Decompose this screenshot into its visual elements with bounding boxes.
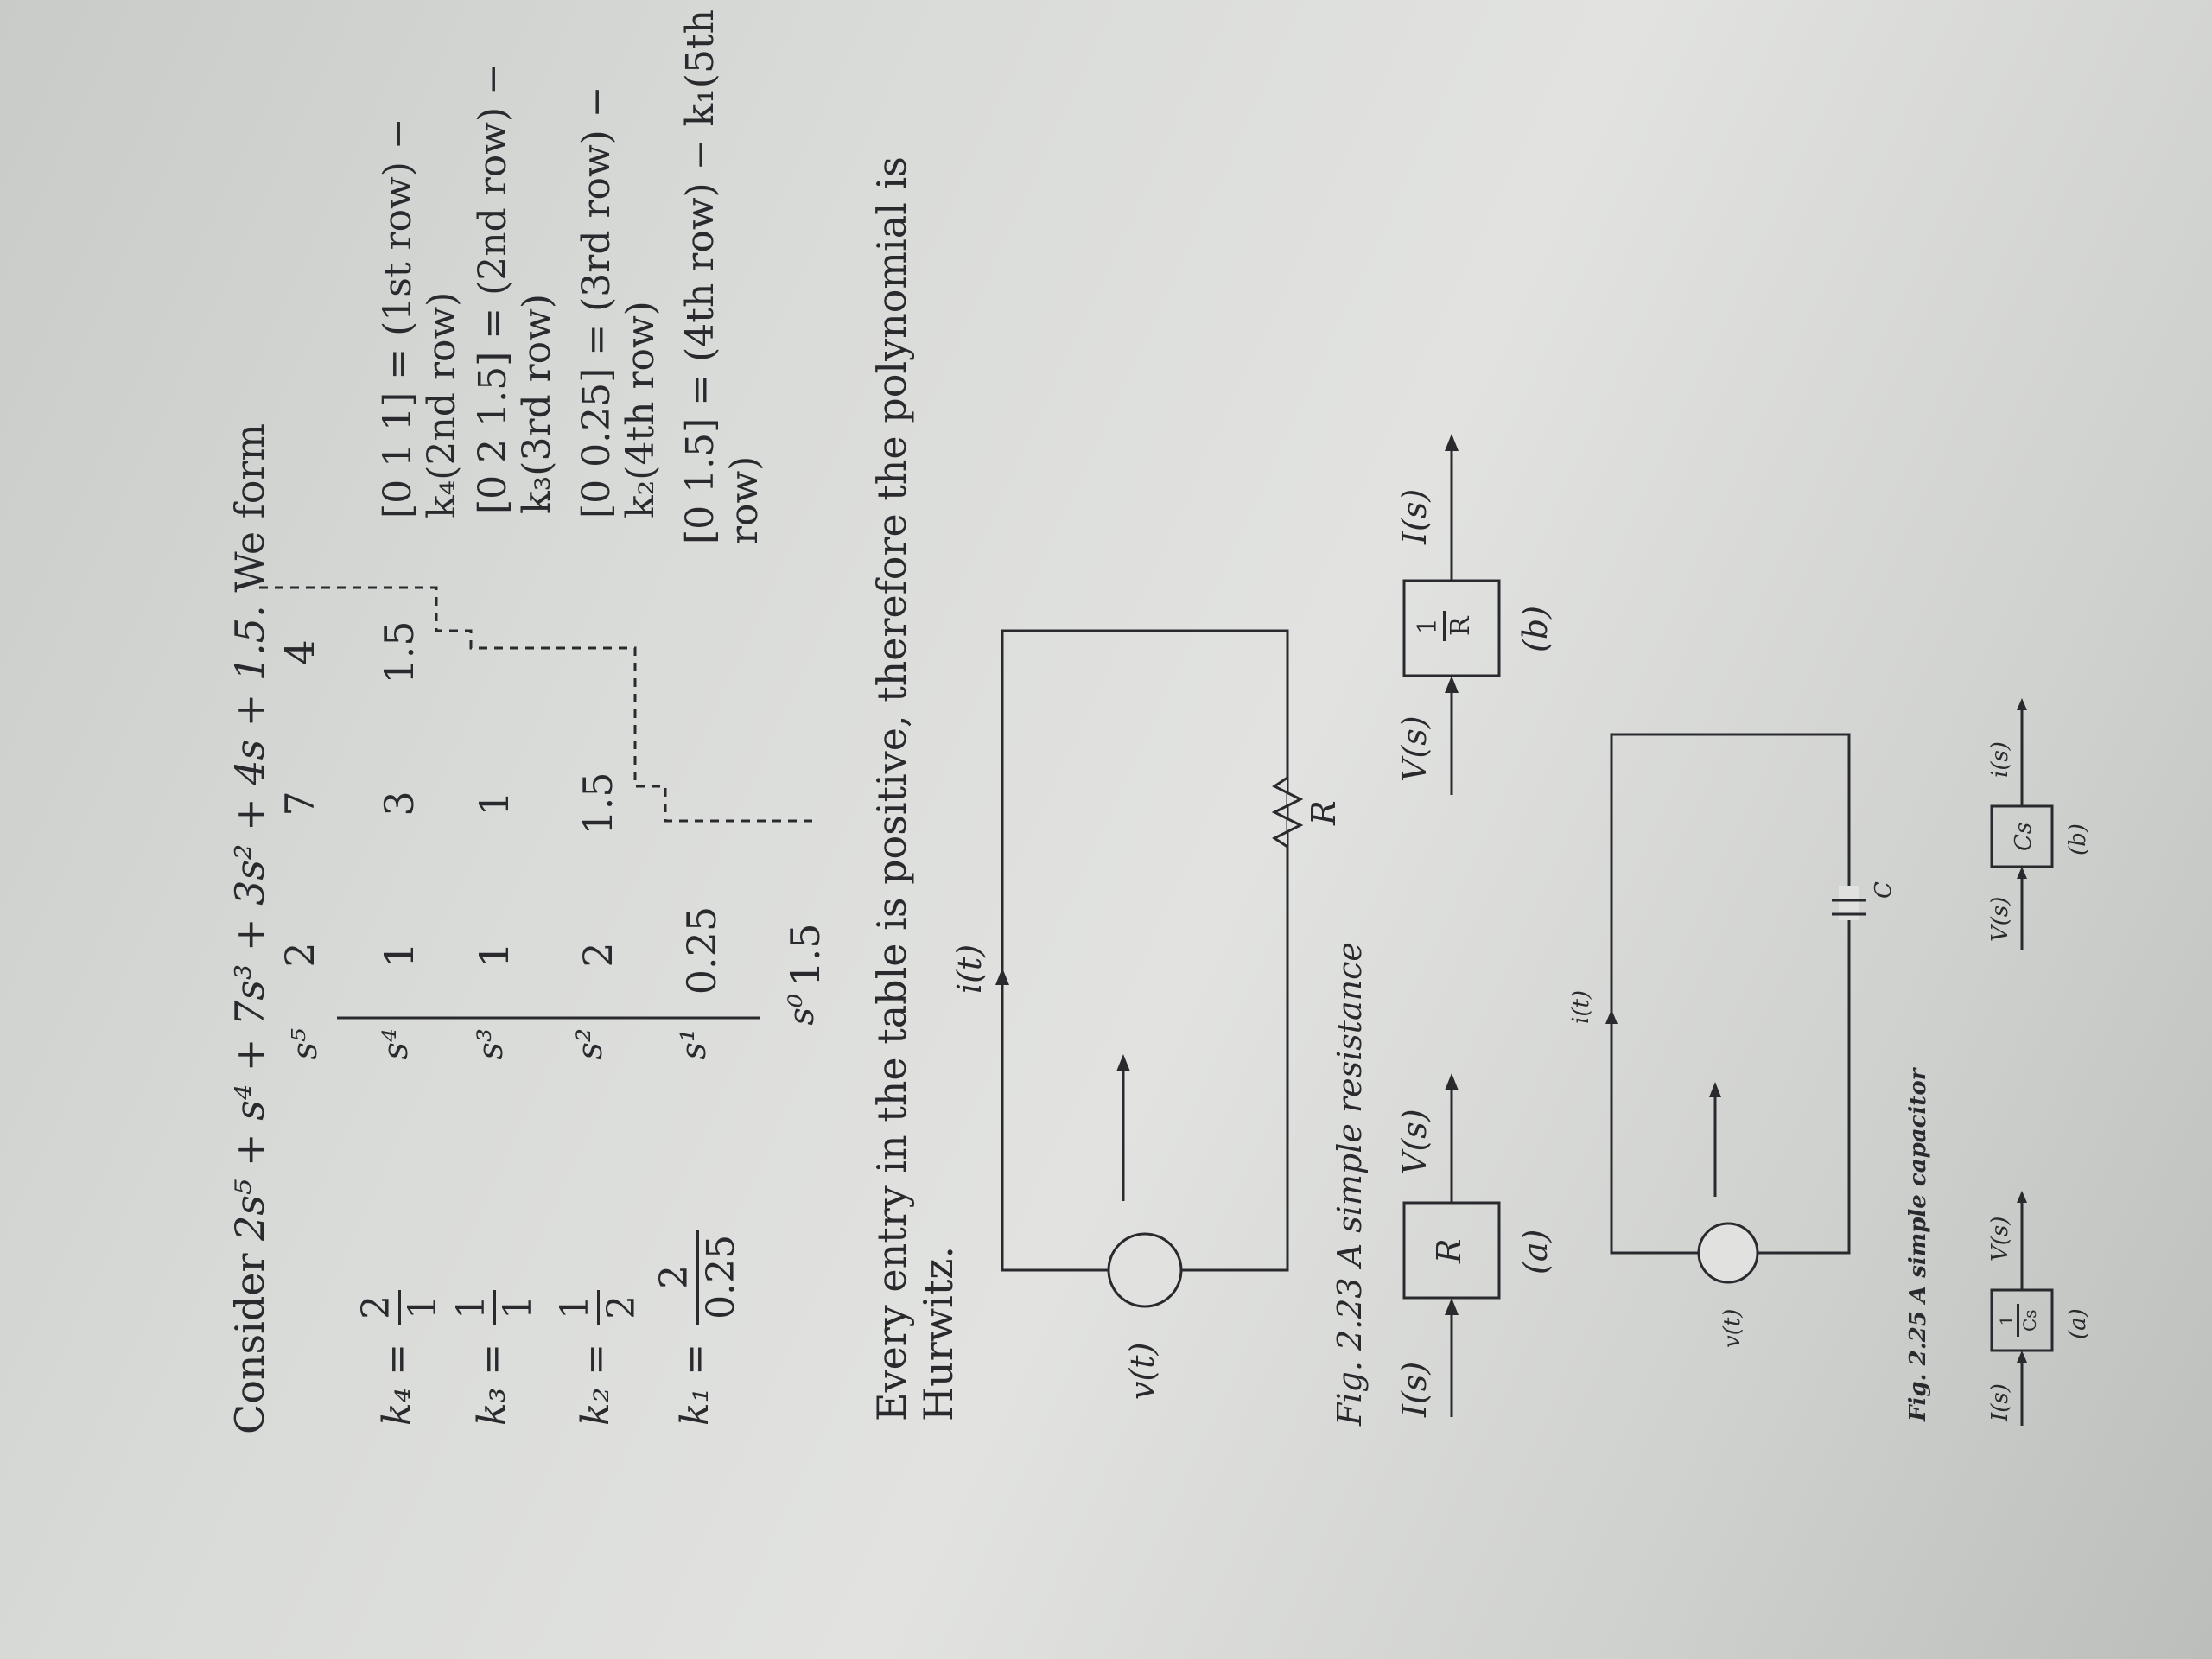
fig225-block2-output: i(s) — [1987, 741, 2013, 778]
k4-formula: [0 1 1] = (1st row) − k₄(2nd row) — [376, 118, 464, 518]
k1-formula: [0 1.5] = (4th row) − k₁(5th row) — [678, 10, 766, 544]
fig225-sub-a: (a) — [2065, 1308, 2091, 1339]
polynomial: 2s⁵ + s⁴ + 7s³ + 3s² + 4s + 1.5. — [226, 605, 273, 1241]
k3-formula: [0 2 1.5] = (2nd row) − k₃(3rd row) — [471, 63, 559, 514]
row-label-s2: s² — [570, 1028, 610, 1060]
intro-line: Consider 2s⁵ + s⁴ + 7s³ + 3s² + 4s + 1.5. We form — [226, 423, 273, 1434]
table-cell: 3 — [376, 791, 423, 817]
table-cell: 0.25 — [678, 906, 725, 995]
fig225-block2-gain: Cs — [2011, 822, 2037, 851]
fig223-resistor-label: R — [1305, 800, 1343, 825]
fig223-block-gain: R — [1430, 1238, 1468, 1263]
fig223-current-label: i(t) — [950, 944, 988, 994]
fig225-block-gain: 1 Cs — [1996, 1304, 2040, 1344]
k3-definition: k₃ = 1 1 — [449, 1290, 540, 1426]
fig223-block2-input: V(s) — [1395, 715, 1433, 782]
fig225-sub-b: (b) — [2065, 823, 2091, 855]
fig223-block2-output: I(s) — [1395, 488, 1433, 544]
fig223-block-input: I(s) — [1395, 1361, 1433, 1417]
fig225-block-input: I(s) — [1987, 1383, 2013, 1421]
k1-definition: k₁ = 2 0.25 — [652, 1230, 743, 1426]
table-cell: 1.5 — [575, 772, 621, 836]
fig223-block2-gain: 1 R — [1413, 611, 1476, 648]
fig225-current-label: i(t) — [1568, 989, 1594, 1024]
table-cell: 2 — [575, 942, 621, 968]
k2-definition: k₂ = 1 2 — [553, 1290, 644, 1426]
fig225-caption: Fig. 2.25 A simple capacitor — [1905, 1068, 1931, 1421]
row-label-s1: s¹ — [674, 1028, 714, 1060]
fig225-source-label: v(t) — [1719, 1308, 1745, 1348]
table-cell: 2 — [276, 942, 323, 968]
fig223-sub-a: (a) — [1516, 1229, 1554, 1274]
fig225-block-output: V(s) — [1987, 1216, 2013, 1262]
row-label-s3: s³ — [471, 1028, 511, 1060]
fig223-sub-b: (b) — [1516, 606, 1554, 652]
table-cell: 1 — [471, 942, 518, 968]
table-cell: 1.5 — [782, 923, 829, 987]
conclusion-text: Every entry in the table is positive, therefore the polynomial is Hurwitz. — [868, 156, 962, 1421]
row-label-s5: s⁵ — [285, 1028, 325, 1060]
fig223-block-output: V(s) — [1395, 1109, 1433, 1175]
row-label-s0: s⁰ — [782, 994, 822, 1026]
fig225-capacitor-label: C — [1871, 881, 1897, 899]
table-cell: 7 — [276, 791, 323, 817]
row-label-s4: s⁴ — [376, 1028, 416, 1060]
fig223-caption: Fig. 2.23 A simple resistance — [1331, 942, 1369, 1426]
table-cell: 4 — [276, 639, 323, 665]
k4-definition: k₄ = 2 1 — [354, 1290, 445, 1426]
k2-formula: [0 0.25] = (3rd row) − k₂(4th row) — [575, 86, 663, 518]
table-cell: 1 — [376, 942, 423, 968]
fig225-block2-input: V(s) — [1987, 896, 2013, 942]
table-cell: 1.5 — [376, 620, 423, 684]
table-cell: 1 — [471, 791, 518, 817]
fig223-source-label: v(t) — [1123, 1342, 1161, 1400]
